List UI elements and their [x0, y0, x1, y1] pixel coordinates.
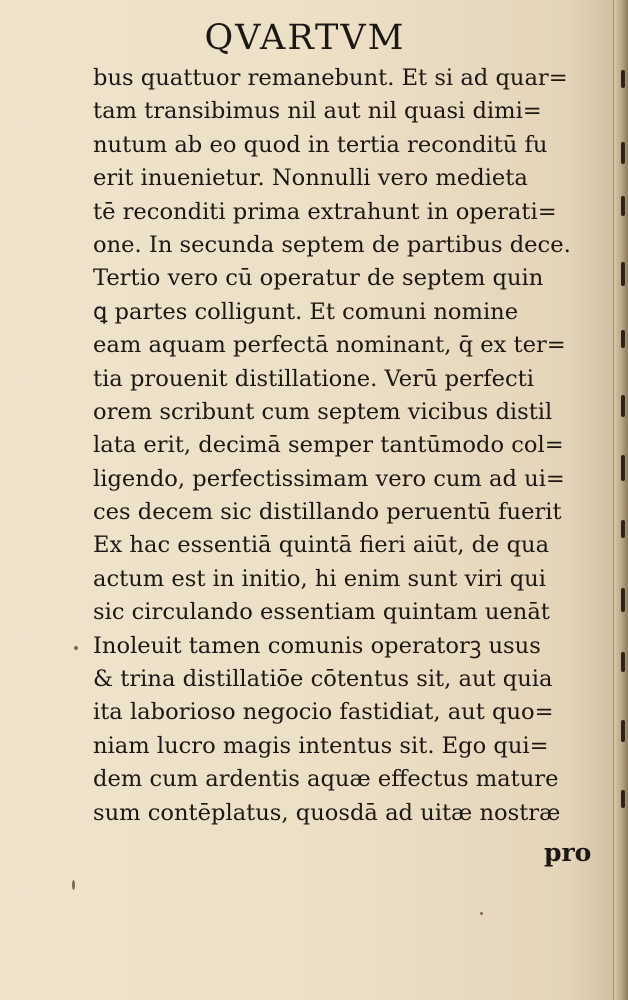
text-line: Tertio vero cū operatur de septem quin [93, 265, 544, 292]
text-line: & trina distillatiōe cōtentus sit, aut quia [93, 666, 553, 693]
text-line: tia prouenit distillatione. Verū perfecti [93, 365, 534, 392]
text-line: niam lucro magis intentus sit. Ego qui= [93, 732, 549, 759]
text-line: sic circulando essentiam quintam uenāt [93, 599, 550, 626]
text-line: one. In secunda septem de partibus dece. [93, 231, 571, 258]
text-line: orem scribunt cum septem vicibus distil [93, 398, 553, 425]
text-line: ꝗ partes colligunt. Et comuni nomine [93, 298, 519, 325]
text-line: ita laborioso negocio fastidiat, aut quo= [93, 699, 554, 726]
text-line: dem cum ardentis aquæ effectus mature [93, 766, 559, 793]
adjacent-page-edge [613, 0, 628, 1000]
text-line: erit inuenietur. Nonnulli vero medieta [93, 165, 528, 192]
text-line: Ex hac essentiā quintā fieri aiūt, de qua [93, 532, 550, 559]
text-line: tē reconditi prima extrahunt in operati= [93, 198, 557, 225]
text-line: eam aquam perfectā nominant, q̄ ex ter= [93, 332, 566, 359]
text-line: tam transibimus nil aut nil quasi dimi= [93, 98, 542, 125]
text-line: lata erit, decimā semper tantūmodo col= [93, 432, 564, 459]
text-line: Inoleuit tamen comunis operatorꝫ usus [93, 632, 541, 659]
text-line: sum contēplatus, quosdā ad uitæ nostræ [93, 799, 561, 826]
body-text [93, 62, 613, 830]
catchword: pro [544, 838, 592, 867]
text-line: nutum ab eo quod in tertia reconditū fu [93, 131, 548, 158]
text-line: ces decem sic distillando peruentū fuerit [93, 499, 562, 526]
running-title: QVARTVM [204, 18, 406, 58]
text-line: bus quattuor remanebunt. Et si ad quar= [93, 65, 568, 91]
text-line: actum est in initio, hi enim sunt viri qui [93, 565, 546, 592]
text-line: ligendo, perfectissimam vero cum ad ui= [93, 465, 565, 492]
